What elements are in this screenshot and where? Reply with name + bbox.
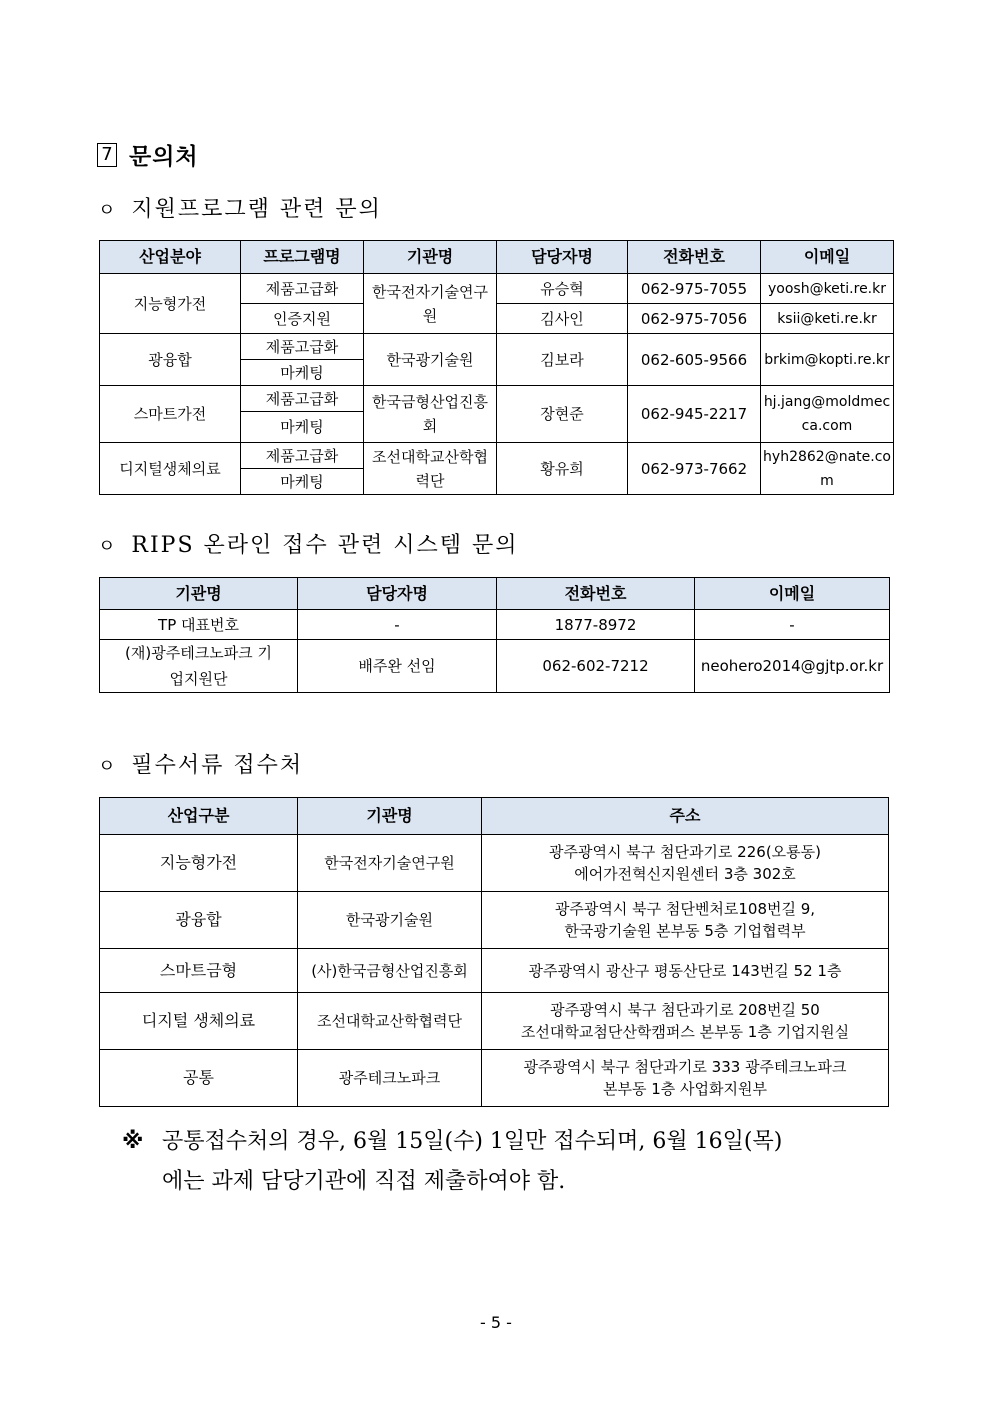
note-line: 공통접수처의 경우, 6월 15일(수) 1일만 접수되며, 6월 16일(목) <box>162 1129 783 1154</box>
note-line: 에는 과제 담당기관에 직접 제출하여야 함. <box>162 1169 566 1194</box>
program-cell: 마케팅 <box>241 412 364 443</box>
address-line: 본부동 1층 사업화지원부 <box>603 1080 767 1098</box>
sector-cell: 지능형가전 <box>100 835 298 892</box>
email-cell: - <box>695 610 890 640</box>
column-header: 이메일 <box>695 578 890 610</box>
address-cell <box>482 993 889 1050</box>
contact-cell: 장현준 <box>497 386 628 443</box>
table-header-row <box>100 241 894 274</box>
field-cell: 지능형가전 <box>100 274 241 334</box>
contact-cell: 유승혁 <box>497 274 628 304</box>
table-header-row <box>100 578 890 610</box>
column-header: 산업구분 <box>100 798 298 835</box>
rips-inquiry-heading <box>98 528 519 559</box>
email-cell: yoosh@keti.re.kr <box>761 274 894 304</box>
sector-cell: 공통 <box>100 1050 298 1107</box>
table-row <box>100 1050 889 1107</box>
phone-cell: 062-945-2217 <box>628 386 761 443</box>
section-heading <box>97 138 199 171</box>
phone-cell: 062-975-7055 <box>628 274 761 304</box>
address-line: 광주광역시 북구 첨단과기로 208번길 50 <box>550 1001 820 1019</box>
table-row <box>100 386 894 412</box>
program-inquiry-table <box>99 240 894 495</box>
org-cell: 조선대학교산학협력단 <box>364 443 497 495</box>
org-cell: 한국광기술원 <box>298 892 482 949</box>
column-header: 담당자명 <box>298 578 497 610</box>
column-header: 주소 <box>482 798 889 835</box>
phone-cell: 062-605-9566 <box>628 334 761 386</box>
phone-cell: 062-975-7056 <box>628 304 761 334</box>
phone-cell: 1877-8972 <box>497 610 695 640</box>
table-row <box>100 443 894 469</box>
org-cell: 한국전자기술연구원 <box>364 274 497 334</box>
bullet-icon: ㅇ <box>98 536 118 557</box>
page-number: - 5 - <box>480 1313 512 1332</box>
program-cell: 마케팅 <box>241 469 364 495</box>
submission-heading <box>98 748 303 779</box>
section-title: 문의처 <box>129 144 199 170</box>
table-row <box>100 274 894 304</box>
program-inquiry-title: 지원프로그램 관련 문의 <box>131 197 382 222</box>
rips-inquiry-table <box>99 577 890 693</box>
org-cell: (사)한국금형산업진흥회 <box>298 949 482 993</box>
table-row <box>100 334 894 360</box>
address-line: 광주광역시 북구 첨단벤처로108번길 9, <box>554 900 816 918</box>
section-number: 7 <box>97 143 117 167</box>
column-header: 프로그램명 <box>241 241 364 274</box>
sector-cell: 스마트금형 <box>100 949 298 993</box>
program-cell: 제품고급화 <box>241 334 364 360</box>
org-cell: 한국전자기술연구원 <box>298 835 482 892</box>
table-row <box>100 949 889 993</box>
email-cell: hj.jang@moldmecca.com <box>761 386 894 443</box>
sector-cell: 광융합 <box>100 892 298 949</box>
rips-inquiry-title: RIPS 온라인 접수 관련 시스템 문의 <box>131 533 519 558</box>
program-inquiry-heading <box>98 192 382 223</box>
program-cell: 제품고급화 <box>241 386 364 412</box>
field-cell: 디지털생체의료 <box>100 443 241 495</box>
email-cell: ksii@keti.re.kr <box>761 304 894 334</box>
submission-table <box>99 797 889 1107</box>
address-line: 한국광기술원 본부동 5층 기업협력부 <box>564 922 806 940</box>
org-cell: 한국금형산업진흥회 <box>364 386 497 443</box>
table-row <box>100 993 889 1050</box>
org-cell: TP 대표번호 <box>100 610 298 640</box>
column-header: 전화번호 <box>628 241 761 274</box>
field-cell: 광융합 <box>100 334 241 386</box>
contact-cell: 김보라 <box>497 334 628 386</box>
note <box>122 1122 902 1202</box>
address-cell <box>482 892 889 949</box>
address-line: 광주광역시 광산구 평동산단로 143번길 52 1층 <box>528 961 842 980</box>
contact-cell: 김사인 <box>497 304 628 334</box>
program-cell: 제품고급화 <box>241 443 364 469</box>
org-cell: 조선대학교산학협력단 <box>298 993 482 1050</box>
address-line: 광주광역시 북구 첨단과기로 226(오룡동) <box>549 843 821 861</box>
phone-cell: 062-602-7212 <box>497 640 695 693</box>
bullet-icon: ㅇ <box>98 756 118 777</box>
org-cell: 광주테크노파크 <box>298 1050 482 1107</box>
table-row <box>100 835 889 892</box>
column-header: 산업분야 <box>100 241 241 274</box>
table-row <box>100 640 890 693</box>
address-line: 에어가전혁신지원센터 3층 302호 <box>574 865 796 883</box>
column-header: 기관명 <box>100 578 298 610</box>
address-cell <box>482 1050 889 1107</box>
column-header: 이메일 <box>761 241 894 274</box>
address-line: 광주광역시 북구 첨단과기로 333 광주테크노파크 <box>523 1058 847 1076</box>
program-cell: 마케팅 <box>241 360 364 386</box>
address-cell <box>482 835 889 892</box>
email-cell: neohero2014@gjtp.or.kr <box>695 640 890 693</box>
address-cell <box>482 949 889 993</box>
submission-title: 필수서류 접수처 <box>131 753 304 778</box>
program-cell: 제품고급화 <box>241 274 364 304</box>
bullet-icon: ㅇ <box>98 200 118 221</box>
contact-cell: 배주완 선임 <box>298 640 497 693</box>
reference-mark-icon: ※ <box>122 1129 144 1154</box>
email-cell: brkim@kopti.re.kr <box>761 334 894 386</box>
contact-cell: 황유희 <box>497 443 628 495</box>
program-cell: 인증지원 <box>241 304 364 334</box>
contact-cell: - <box>298 610 497 640</box>
org-cell: 한국광기술원 <box>364 334 497 386</box>
address-line: 조선대학교첨단산학캠퍼스 본부동 1층 기업지원실 <box>520 1023 850 1041</box>
table-row <box>100 892 889 949</box>
org-cell: (재)광주테크노파크 기업지원단 <box>100 640 298 693</box>
column-header: 담당자명 <box>497 241 628 274</box>
column-header: 기관명 <box>364 241 497 274</box>
column-header: 전화번호 <box>497 578 695 610</box>
table-header-row <box>100 798 889 835</box>
table-row <box>100 610 890 640</box>
email-cell: hyh2862@nate.com <box>761 443 894 495</box>
sector-cell: 디지털 생체의료 <box>100 993 298 1050</box>
column-header: 기관명 <box>298 798 482 835</box>
field-cell: 스마트가전 <box>100 386 241 443</box>
phone-cell: 062-973-7662 <box>628 443 761 495</box>
